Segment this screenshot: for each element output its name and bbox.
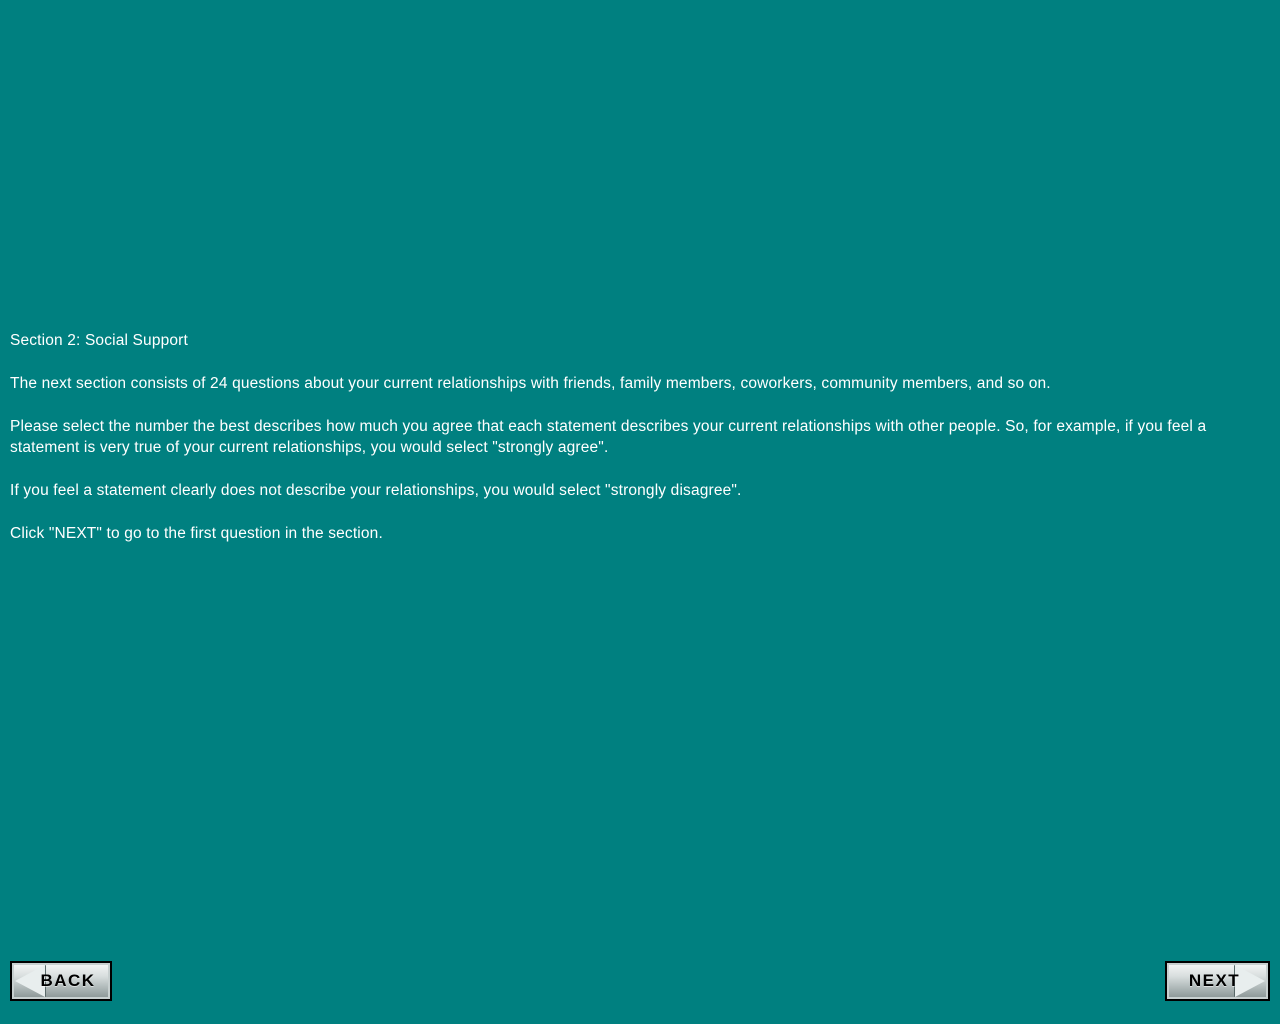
next-button-label: NEXT bbox=[1188, 971, 1241, 990]
back-button[interactable] bbox=[10, 961, 112, 1001]
intro-paragraph-3: If you feel a statement clearly does not describe your relationships, you would select "strongly disagree". bbox=[10, 482, 742, 499]
survey-content bbox=[10, 330, 1260, 566]
back-button-label: BACK bbox=[40, 971, 96, 990]
intro-paragraph-4: Click "NEXT" to go to the first question in the section. bbox=[10, 525, 383, 542]
intro-paragraph-1: The next section consists of 24 questions about your current relationships with friends, family members, coworkers, community members, and so on. bbox=[10, 375, 1051, 392]
intro-paragraph-2: Please select the number the best describes how much you agree that each statement describes your current relationships with other people. So, for example, if you feel a statement is very true of your current relationships, you would select "strongly agree". bbox=[10, 418, 1207, 456]
next-button[interactable] bbox=[1165, 961, 1270, 1001]
section-heading: Section 2: Social Support bbox=[10, 332, 188, 349]
